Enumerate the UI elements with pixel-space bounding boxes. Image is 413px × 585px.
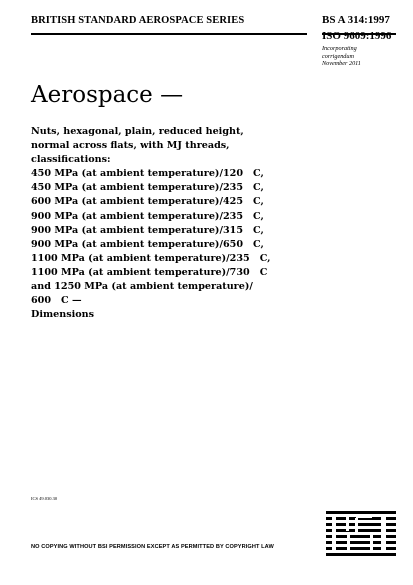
amendment-note xyxy=(322,45,361,68)
ics-code: ICS 49.030.30 xyxy=(31,496,58,501)
series-title: BRITISH STANDARD AEROSPACE SERIES xyxy=(31,15,245,26)
subtitle-line: and 1250 MPa (at ambient temperature)/ xyxy=(31,281,253,293)
subtitle-line: 1100 MPa (at ambient temperature)/235 C, xyxy=(31,252,271,264)
standard-number-bs: BS A 314:1997 xyxy=(322,14,390,26)
subtitle-line: normal across flats, with MJ threads, xyxy=(31,140,230,152)
subtitle-line: 900 MPa (at ambient temperature)/235 C, xyxy=(31,210,264,222)
header-rule-left xyxy=(31,33,307,35)
copyright-notice: NO COPYING WITHOUT BSI PERMISSION EXCEPT AS PERMITTED BY COPYRIGHT LAW xyxy=(31,544,274,550)
subtitle-line: Nuts, hexagonal, plain, reduced height, xyxy=(31,126,244,137)
subtitle-line: 450 MPa (at ambient temperature)/120 C, xyxy=(31,168,264,180)
document-title: Aerospace — xyxy=(31,82,184,108)
amendment-note-line: Incorporating xyxy=(322,45,357,52)
subtitle-line: 900 MPa (at ambient temperature)/650 C, xyxy=(31,238,264,250)
amendment-note-line: corrigendum xyxy=(322,52,354,60)
subtitle-line: Dimensions xyxy=(31,309,95,321)
subtitle-line: 600 MPa (at ambient temperature)/425 C, xyxy=(31,196,264,208)
subtitle-line: classifications: xyxy=(31,154,111,166)
bsi-logo xyxy=(326,505,396,559)
subtitle-line: 900 MPa (at ambient temperature)/315 C, xyxy=(31,224,264,236)
standard-number-iso: ISO 9609:1996 xyxy=(322,30,392,42)
subtitle-line: 450 MPa (at ambient temperature)/235 C, xyxy=(31,182,264,194)
document-subtitle xyxy=(31,125,271,322)
subtitle-line: 600 C — xyxy=(31,295,82,307)
subtitle-line: 1100 MPa (at ambient temperature)/730 C xyxy=(31,266,268,278)
amendment-note-line: November 2011 xyxy=(322,60,361,68)
